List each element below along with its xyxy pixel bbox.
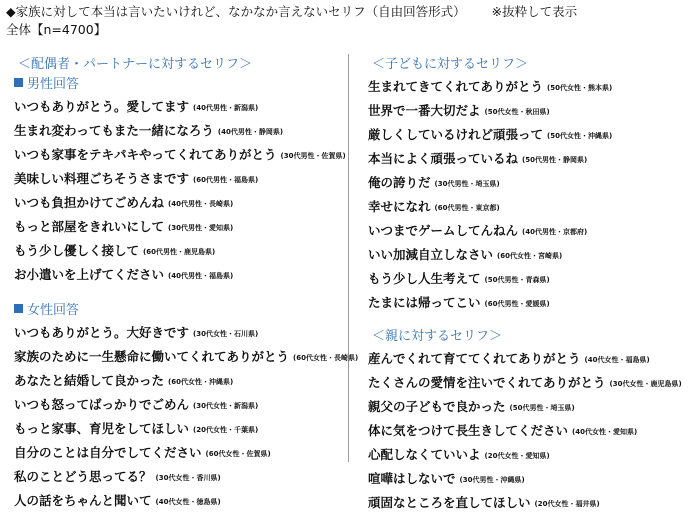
- quote-text: 美味しい料理ごちそうさまです: [14, 171, 190, 186]
- respondent-attr: (30代女性・新潟県): [193, 402, 259, 410]
- quote-text: いつまでゲームしてんねん: [368, 223, 519, 238]
- quote-text: 本当によく頑張っているね: [368, 151, 519, 166]
- respondent-attr: (40代男性・京都府): [522, 228, 588, 236]
- quote-text: 自分のことは自分でしてください: [14, 445, 202, 460]
- respondent-attr: (30代男性・愛知県): [168, 224, 234, 232]
- list-item: [368, 442, 698, 466]
- quote-text: 俺の誇りだ: [368, 175, 431, 190]
- square-bullet-icon: [14, 78, 23, 87]
- quote-text: 世界で一番大切だよ: [368, 103, 481, 118]
- children-list: [368, 74, 698, 314]
- sample-size: 全体【n=4700】: [6, 22, 107, 37]
- list-item: [368, 122, 698, 146]
- quote-text: もう少し人生考えて: [368, 271, 481, 286]
- list-item: [14, 320, 344, 344]
- quote-text: 家族のために一生懸命に働いてくれてありがとう: [14, 349, 290, 364]
- document-title: ◆家族に対して本当は言いたいけれど、なかなか言えないセリフ（自由回答形式）: [6, 4, 466, 19]
- list-item: [368, 146, 698, 170]
- respondent-attr: (60代女性・佐賀県): [205, 450, 271, 458]
- respondent-attr: (60代女性・沖縄県): [168, 378, 234, 386]
- children-parents-column: [368, 56, 698, 514]
- quote-text: 産んでくれて育ててくれてありがとう: [368, 351, 581, 366]
- quote-text: いい加減自立しなさい: [368, 247, 494, 262]
- quote-text: 体に気をつけて長生きしてください: [368, 423, 569, 438]
- respondent-attr: (40代女性・福島県): [584, 356, 650, 364]
- quote-text: 親父の子どもで良かった: [368, 399, 506, 414]
- quote-text: 厳しくしているけれど頑張って: [368, 127, 544, 142]
- respondent-attr: (50代男性・埼玉県): [509, 404, 575, 412]
- list-item: [368, 170, 698, 194]
- quote-text: お小遣いを上げてください: [14, 267, 165, 282]
- list-item: [14, 440, 344, 464]
- children-section-title: ＜子どもに対するセリフ＞: [372, 57, 529, 72]
- respondent-attr: (20代女性・千葉県): [193, 426, 259, 434]
- female-answers-label: 女性回答: [27, 303, 80, 318]
- respondent-attr: (60代男性・東京都): [434, 204, 500, 212]
- list-item: [14, 238, 344, 262]
- quote-text: いつも家事をテキパキやってくれてありがとう: [14, 147, 277, 162]
- list-item: [14, 94, 344, 118]
- list-item: [14, 190, 344, 214]
- respondent-attr: (20代女性・福井県): [534, 500, 600, 508]
- respondent-attr: (50代女性・沖縄県): [547, 132, 613, 140]
- list-item: [368, 242, 698, 266]
- respondent-attr: (30代男性・沖縄県): [459, 476, 525, 484]
- respondent-attr: (40代男性・福島県): [168, 272, 234, 280]
- list-item: [14, 214, 344, 238]
- male-answers-list: [14, 94, 344, 286]
- quote-text: 生まれてきてくれてありがとう: [368, 79, 544, 94]
- list-item: [368, 370, 698, 394]
- quote-text: もっと部屋をきれいにして: [14, 219, 165, 234]
- respondent-attr: (40代男性・新潟県): [193, 104, 259, 112]
- document-title-line: [6, 3, 577, 21]
- respondent-attr: (40代女性・徳島県): [155, 498, 221, 506]
- respondent-attr: (60代女性・宮崎県): [497, 252, 563, 260]
- respondent-attr: (30代女性・香川県): [155, 474, 221, 482]
- quote-text: 私のことどう思ってる？: [14, 469, 152, 484]
- list-item: [14, 142, 344, 166]
- respondent-attr: (40代男性・長崎県): [168, 200, 234, 208]
- respondent-attr: (30代男性・佐賀県): [280, 152, 346, 160]
- list-item: [14, 368, 344, 392]
- respondent-attr: (60代男性・愛媛県): [484, 300, 550, 308]
- list-item: [14, 118, 344, 142]
- quote-text: もう少し優しく接して: [14, 243, 140, 258]
- quote-text: 頑固なところを直してほしい: [368, 495, 531, 510]
- list-item: [368, 418, 698, 442]
- respondent-attr: (60代女性・長崎県): [293, 354, 359, 362]
- quote-text: 人の話をちゃんと聞いて: [14, 493, 152, 508]
- list-item: [368, 290, 698, 314]
- respondent-attr: (30代女性・鹿児島県): [609, 380, 682, 388]
- list-item: [14, 344, 359, 368]
- respondent-attr: (50代男性・静岡県): [522, 156, 588, 164]
- list-item: [14, 488, 344, 512]
- column-divider: [348, 54, 349, 462]
- respondent-attr: (60代男性・福島県): [193, 176, 259, 184]
- quote-text: 生まれ変わってもまた一緒になろう: [14, 123, 214, 138]
- list-item: [368, 394, 698, 418]
- square-bullet-icon: [14, 304, 23, 313]
- female-answers-heading: [14, 302, 344, 320]
- respondent-attr: (50代女性・秋田県): [484, 108, 550, 116]
- quote-text: いつもありがとう。愛してます: [14, 99, 190, 114]
- parents-section-title: ＜親に対するセリフ＞: [372, 329, 503, 344]
- list-item: [14, 392, 344, 416]
- quote-text: いつも負担かけてごめんね: [14, 195, 165, 210]
- respondent-attr: (60代男性・鹿児島県): [143, 248, 216, 256]
- list-item: [14, 464, 344, 488]
- quote-text: 心配しなくていいよ: [368, 447, 481, 462]
- list-item: [14, 416, 344, 440]
- quote-text: 幸せになれ: [368, 199, 431, 214]
- list-item: [368, 98, 698, 122]
- quote-text: あなたと結婚して良かった: [14, 373, 165, 388]
- respondent-attr: (30代女性・石川県): [193, 330, 259, 338]
- quote-text: たまには帰ってこい: [368, 295, 481, 310]
- male-answers-label: 男性回答: [27, 77, 80, 92]
- respondent-attr: (50代男性・青森県): [484, 276, 550, 284]
- spouse-section: [14, 56, 359, 512]
- list-item: [14, 166, 344, 190]
- male-answers-heading: [14, 76, 344, 94]
- quote-text: いつもありがとう。大好きです: [14, 325, 190, 340]
- quote-text: 喧嘩はしないで: [368, 471, 456, 486]
- quote-text: もっと家事、育児をしてほしい: [14, 421, 190, 436]
- respondent-attr: (20代女性・愛知県): [484, 452, 550, 460]
- list-item: [368, 218, 698, 242]
- spouse-section-title: ＜配偶者・パートナーに対するセリフ＞: [18, 57, 253, 72]
- list-item: [368, 466, 698, 490]
- list-item: [368, 194, 698, 218]
- list-item: [368, 346, 698, 370]
- parents-list: [368, 346, 698, 514]
- list-item: [368, 490, 698, 514]
- list-item: [368, 266, 698, 290]
- excerpt-note: ※抜粋して表示: [491, 4, 578, 19]
- respondent-attr: (50代女性・熊本県): [547, 84, 613, 92]
- female-answers-list: [14, 320, 359, 512]
- respondent-attr: (40代女性・愛知県): [572, 428, 638, 436]
- list-item: [14, 262, 344, 286]
- respondent-attr: (40代男性・静岡県): [217, 128, 284, 136]
- quote-text: いつも怒ってばっかりでごめん: [14, 397, 190, 412]
- respondent-attr: (30代男性・埼玉県): [434, 180, 500, 188]
- quote-text: たくさんの愛情を注いでくれてありがとう: [368, 375, 606, 390]
- list-item: [368, 74, 698, 98]
